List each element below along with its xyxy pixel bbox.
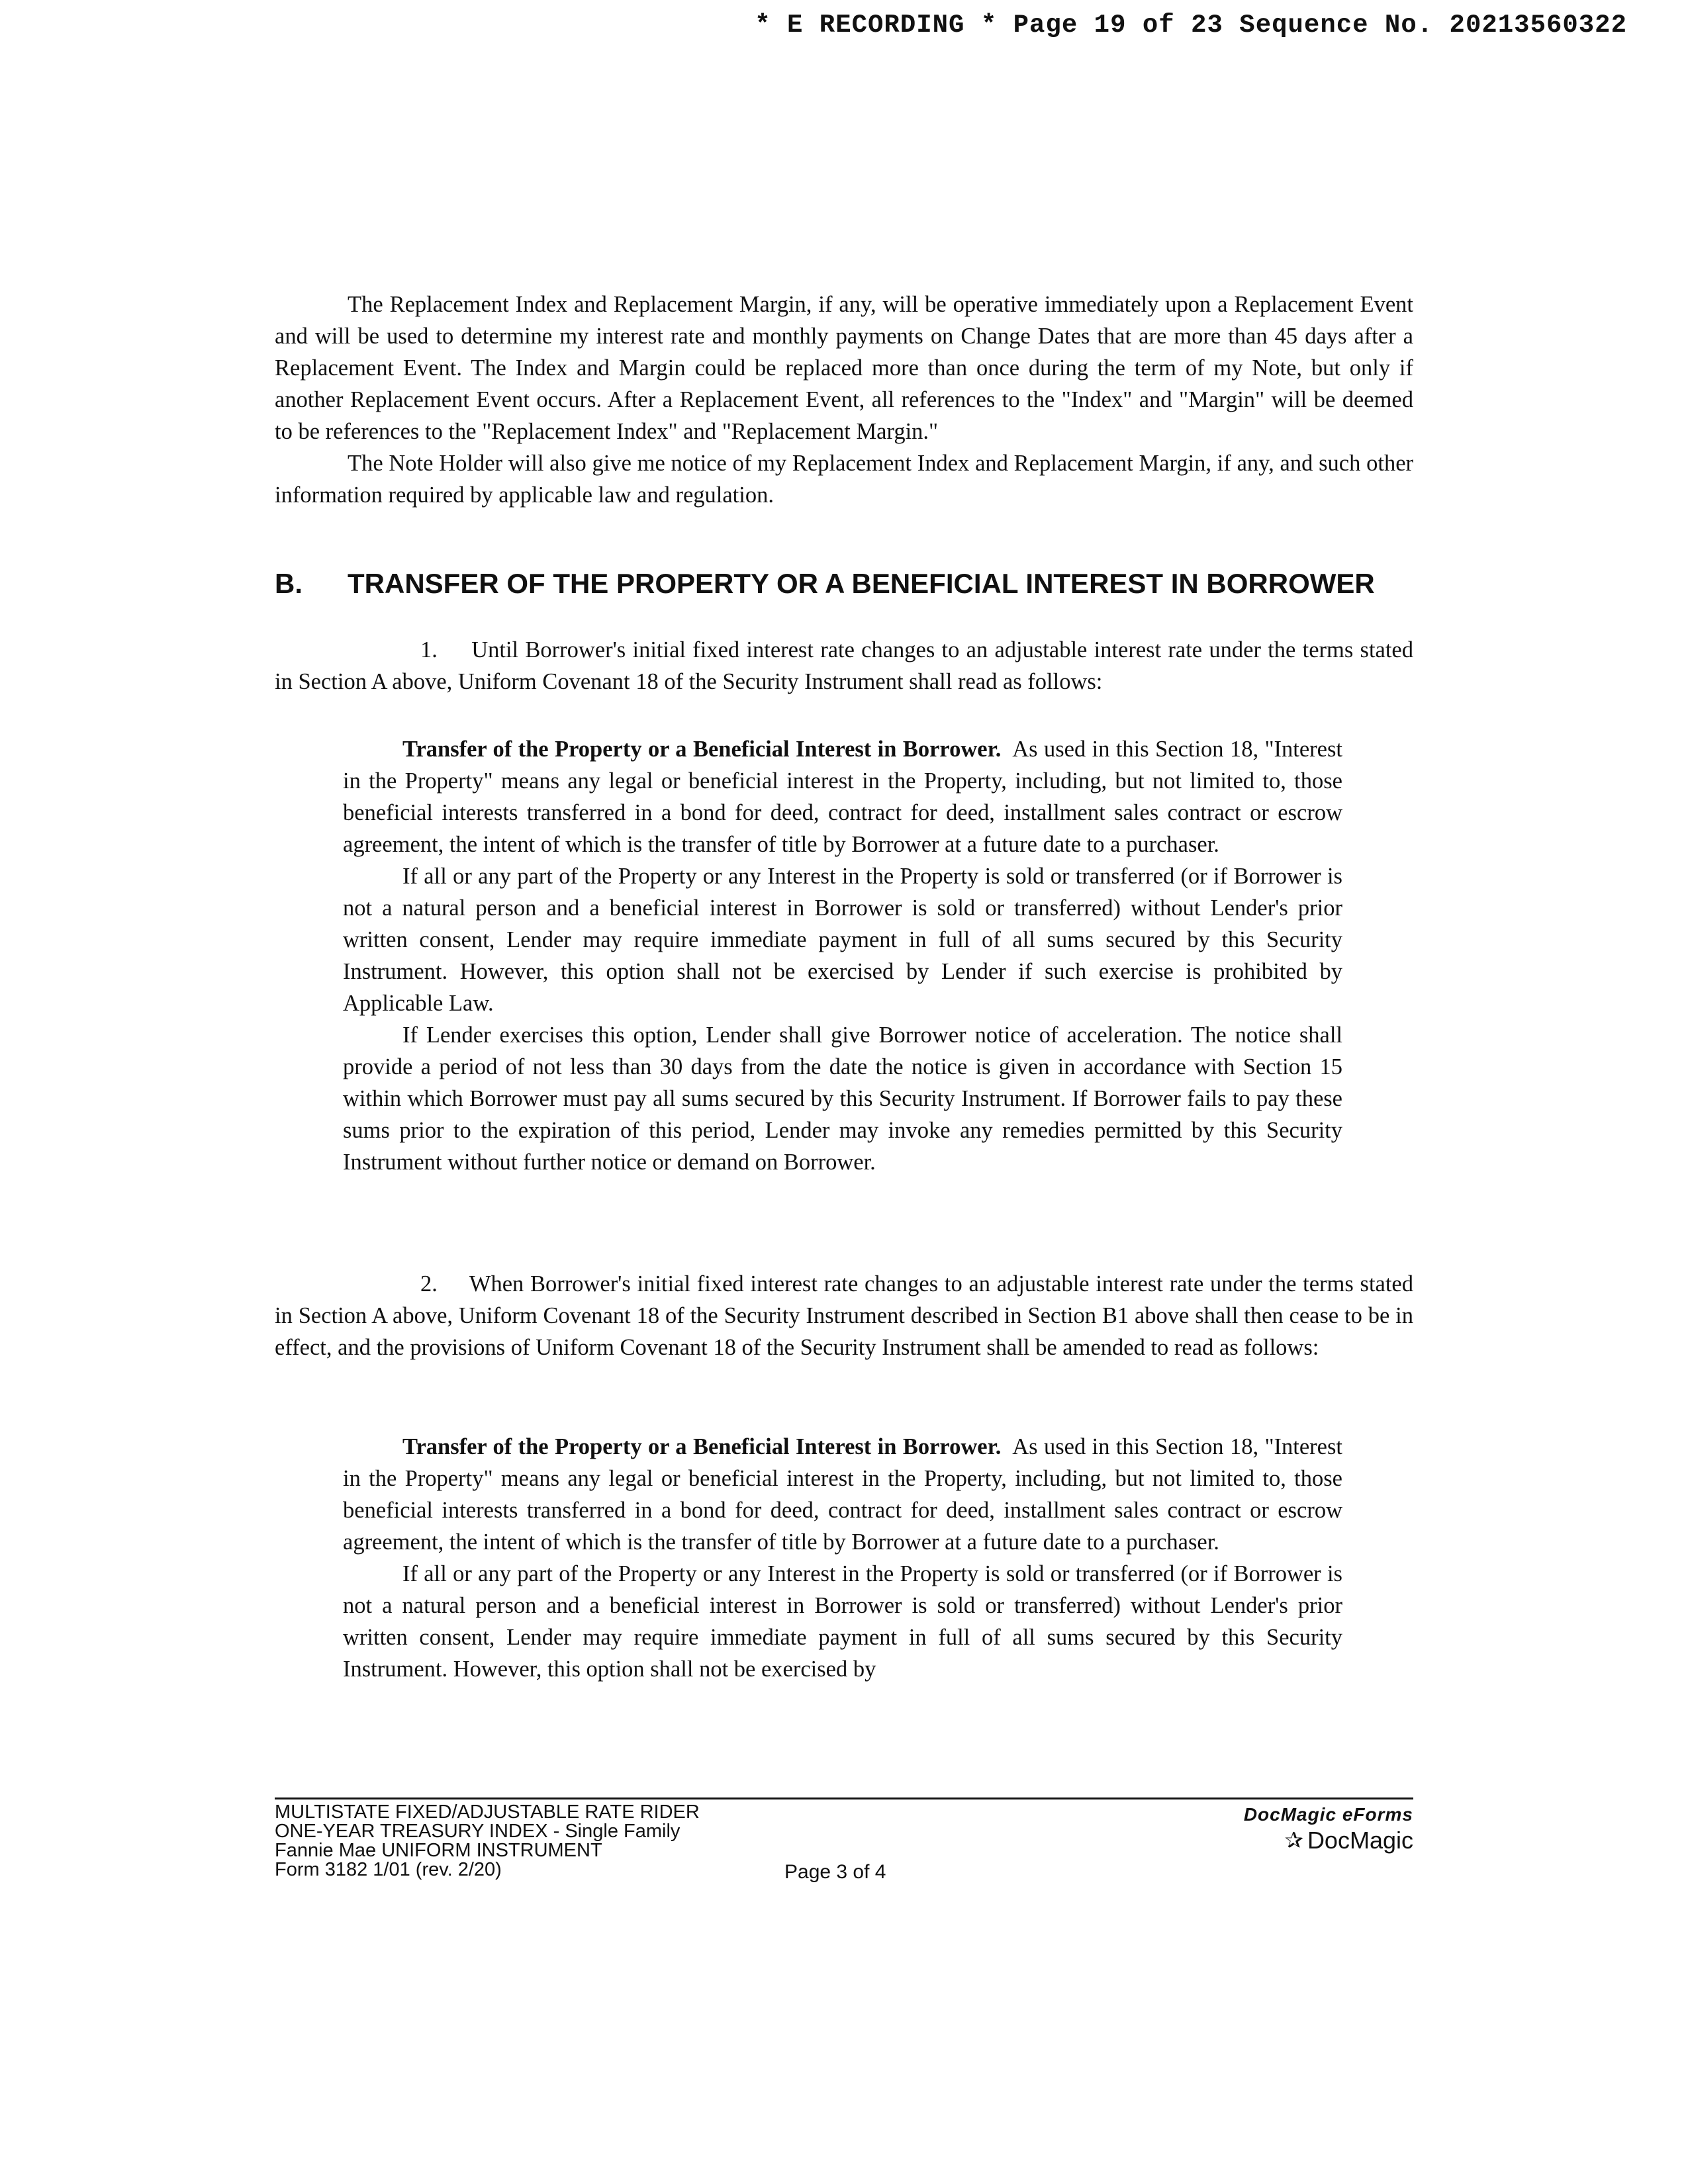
item-1-paragraph xyxy=(275,634,1413,698)
item-2 xyxy=(275,1268,1413,1363)
intro-section xyxy=(275,289,1413,511)
recording-header: * E RECORDING * Page 19 of 23 Sequence No. 20213560322 xyxy=(755,11,1627,40)
page-number: Page 3 of 4 xyxy=(784,1861,886,1883)
item-2-number: 2. xyxy=(420,1271,438,1297)
quote-1-heading: Transfer of the Property or a Beneficial Interest in Borrower. xyxy=(402,737,1002,762)
item-1-number: 1. xyxy=(420,637,438,662)
intro-paragraph-2: The Note Holder will also give me notice of my Replacement Index and Replacement Margin, if any, and such other information required by applicable law and regulation. xyxy=(275,451,1413,508)
quote-1 xyxy=(343,733,1342,1178)
form-identification xyxy=(275,1803,700,1880)
intro-paragraph-1: The Replacement Index and Replacement Margin, if any, will be operative immediately upon a Replacement Event and will be used to determine my interest rate and monthly payments on Change Dates that are more than 45 days after a Replacement Event. The Index and Margin could be replaced more than once during the term of my Note, but only if another Replacement Event occurs. After a Replacement Event, all references to the "Index" and "Margin" will be deemed to be references to the "Replacement Index" and "Replacement Margin." xyxy=(275,292,1413,444)
quote-1-paragraph-3: If Lender exercises this option, Lender shall give Borrower notice of acceleration. The notice shall provide a period of not less than 30 days from the date the notice is given in accordance with Section 15 within which Borrower must pay all sums secured by this Security Instrument. If Borrower fails to pay these sums prior to the expiration of this period, Lender may invoke any remedies permitted by this Security Instrument without further notice or demand on Borrower. xyxy=(343,1023,1342,1175)
footer-line-2: ONE-YEAR TREASURY INDEX - Single Family xyxy=(275,1821,680,1842)
docmagic-logo xyxy=(1244,1804,1413,1854)
footer-line-3: Fannie Mae UNIFORM INSTRUMENT xyxy=(275,1840,602,1861)
item-2-paragraph xyxy=(275,1268,1413,1363)
item-1-text: Until Borrower's initial fixed interest rate changes to an adjustable interest rate under the terms stated in Section A above, Uniform Covenant 18 of the Security Instrument shall read as follows: xyxy=(275,637,1413,694)
brand-top-text: DocMagic eForms xyxy=(1243,1804,1413,1825)
quote-2-paragraph-2: If all or any part of the Property or any Interest in the Property is sold or transferred (or if Borrower is not a natural person and a beneficial interest in Borrower is sold or transferred) without Lender's prior written consent, Lender may require immediate payment in full of all sums secured by this Security Instrument. However, this option shall not be exercised by xyxy=(343,1561,1342,1682)
item-2-text: When Borrower's initial fixed interest rate changes to an adjustable interest rate under the terms stated in Section A above, Uniform Covenant 18 of the Security Instrument described in Section B1 above shall then cease to be in effect, and the provisions of Uniform Covenant 18 of the Security Instrument shall be amended to read as follows: xyxy=(275,1271,1413,1360)
quote-2-heading: Transfer of the Property or a Beneficial Interest in Borrower. xyxy=(402,1434,1002,1459)
quote-2-paragraph-1 xyxy=(343,1431,1342,1558)
brand-bottom xyxy=(1244,1827,1413,1854)
footer-line-4: Form 3182 1/01 (rev. 2/20) xyxy=(275,1859,502,1880)
quote-1-paragraph-1 xyxy=(343,733,1342,860)
item-1 xyxy=(275,634,1413,698)
star-icon: ✰ xyxy=(1284,1828,1303,1853)
section-letter: B. xyxy=(275,568,303,599)
quote-1-text-1: As used in this Section 18, "Interest in the Property" means any legal or beneficial interest in the Property, including, but not limited to, those beneficial interests transferred in a bond for deed, contract for deed, installment sales contract or escrow agreement, the intent of which is the transfer of title by Borrower at a future date to a purchaser. xyxy=(343,737,1342,857)
quote-1-paragraph-2: If all or any part of the Property or any Interest in the Property is sold or transferred (or if Borrower is not a natural person and a beneficial interest in Borrower is sold or transferred) without Lender's prior written consent, Lender may require immediate payment in full of all sums secured by this Security Instrument. However, this option shall not be exercised by Lender if such exercise is prohibited by Applicable Law. xyxy=(343,864,1342,1016)
brand-name: DocMagic xyxy=(1307,1827,1413,1854)
footer-rule xyxy=(275,1797,1413,1799)
section-heading xyxy=(275,568,1413,600)
section-title: TRANSFER OF THE PROPERTY OR A BENEFICIAL INTEREST IN BORROWER xyxy=(348,568,1375,599)
quote-2 xyxy=(343,1431,1342,1685)
quote-2-text-1: As used in this Section 18, "Interest in the Property" means any legal or beneficial interest in the Property, including, but not limited to, those beneficial interests transferred in a bond for deed, contract for deed, installment sales contract or escrow agreement, the intent of which is the transfer of title by Borrower at a future date to a purchaser. xyxy=(343,1434,1342,1555)
footer-line-1: MULTISTATE FIXED/ADJUSTABLE RATE RIDER xyxy=(275,1801,700,1823)
